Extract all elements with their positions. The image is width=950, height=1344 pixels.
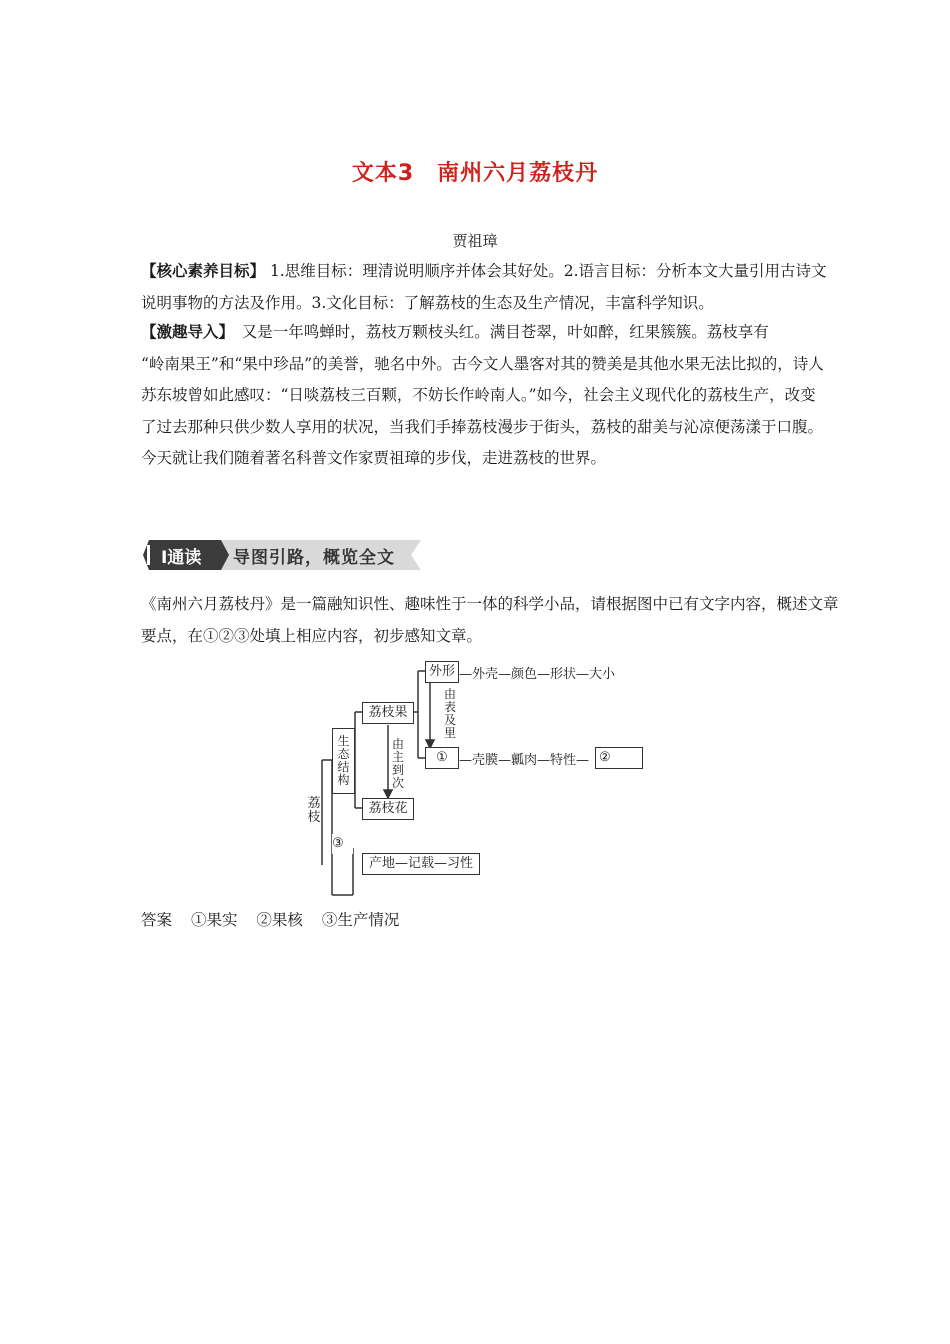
section-heading: 导图引路，概览全文 <box>233 548 395 568</box>
order-label-outer-inner: 由表及里 <box>443 687 456 740</box>
core-goals-paragraph <box>141 255 831 319</box>
intro-rest: “岭南果王”和“果中珍品”的美誉，驰名中外。古今文人墨客对其的赞美是其他水果无法比拟的，诗人苏东坡曾如此感叹：“日啖荔枝三百颗，不妨长作岭南人。”如今，社会主义现代化的荔枝生产，改变了过去那种只供少数人享用的状况，当我们手捧荔枝漫步于街头，荔枝的甜美与沁凉便荡漾于口腹。今天就让我们随着著名科普文作家贾祖璋的步伐，走进荔枝的世界。 <box>141 354 824 467</box>
outer-chain: —外壳—颜色—形状—大小 <box>459 667 616 682</box>
answer-label: 答案 <box>141 911 173 929</box>
author: 贾祖璋 <box>452 232 498 250</box>
eco-structure-label: 生态结构 <box>337 734 350 787</box>
section-tag: Ⅰ通读 <box>161 548 202 568</box>
root-label: 荔枝 <box>307 796 321 825</box>
blank-1-box: ① <box>425 747 459 769</box>
fruit-box: 荔枝果 <box>362 702 414 724</box>
inner-chain: —壳膜—瓤肉—特性— <box>459 753 590 768</box>
order-label-main-minor: 由主到次 <box>391 737 404 790</box>
page-title: 文本3 南州六月荔枝丹 <box>351 161 599 186</box>
answer-line <box>141 908 413 930</box>
core-goals-label: 【核心素养目标】 <box>141 261 266 280</box>
eco-structure-box <box>332 728 355 794</box>
intro-first-line: 又是一年鸣蝉时，荔枝万颗枝头红。满目苍翠，叶如醉，红果簇簇。荔枝享有 <box>226 323 769 341</box>
blank-2-box: ② <box>595 747 643 769</box>
blank-3-label: ③ <box>332 834 353 854</box>
section-banner <box>141 538 421 572</box>
intro-paragraph <box>141 316 831 475</box>
flower-box: 荔枝花 <box>362 798 414 820</box>
production-box: 产地—记载—习性 <box>362 853 480 875</box>
core-goals-text: 1.思维目标：理清说明顺序并体会其好处。2.语言目标：分析本文大量引用古诗文说明事物的方法及作用。3.文化目标：了解荔枝的生态及生产情况，丰富科学知识。 <box>141 262 827 312</box>
intro-label: 【激趣导入】 <box>141 322 227 341</box>
answer-item-1: ①果实 <box>190 911 238 929</box>
answer-item-3: ③生产情况 <box>321 911 400 929</box>
answer-item-2: ②果核 <box>256 911 303 929</box>
task-paragraph: 《南州六月荔枝丹》是一篇融知识性、趣味性于一体的科学小品，请根据图中已有文字内容，概述文章要点，在①②③处填上相应内容，初步感知文章。 <box>141 595 839 645</box>
outer-box: 外形 <box>425 661 459 683</box>
